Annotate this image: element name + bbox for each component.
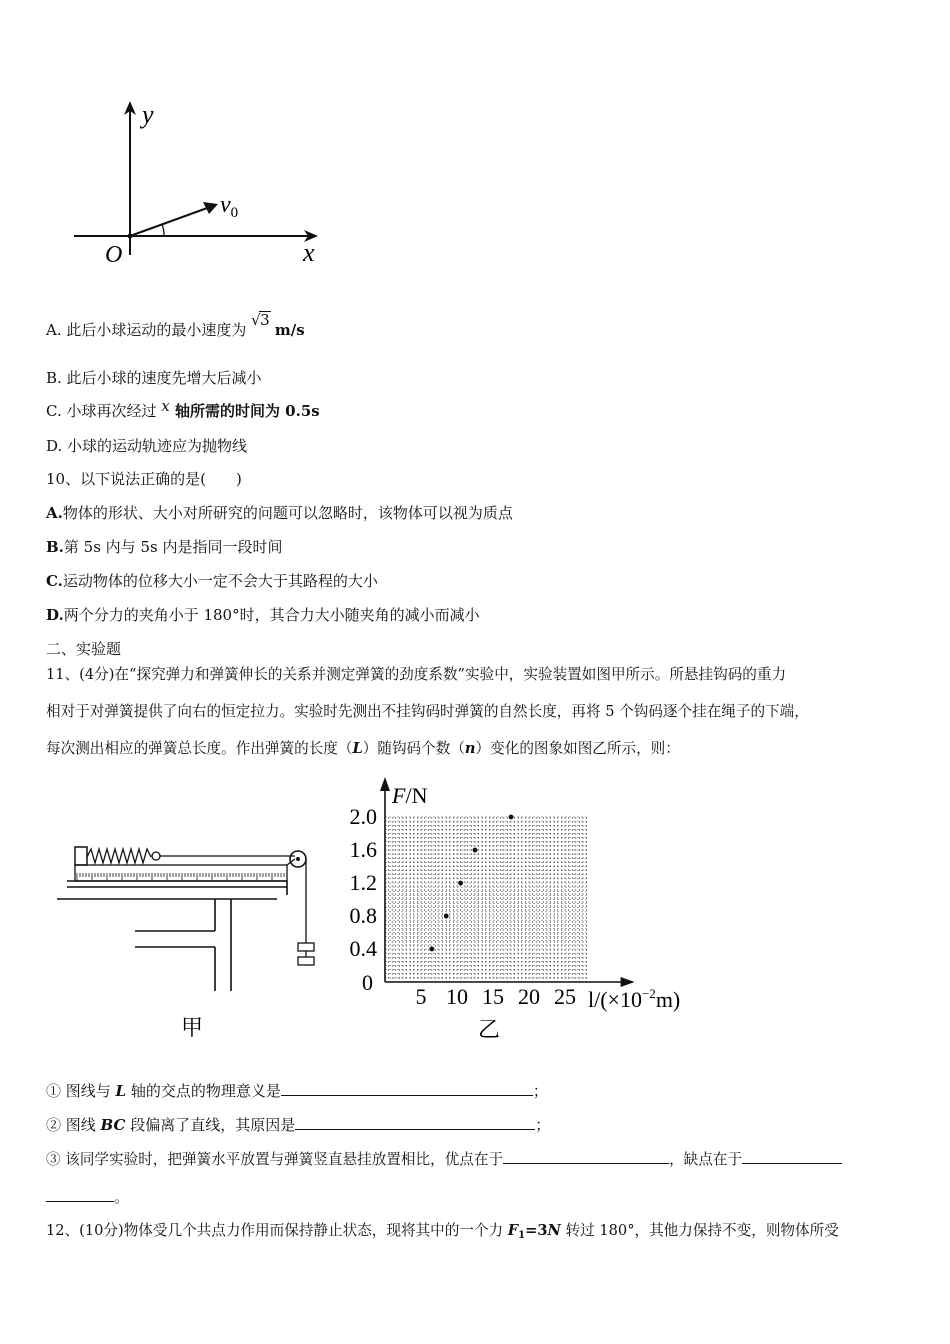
figure-yi-label: 乙	[478, 1017, 501, 1042]
answer-blank-3[interactable]	[503, 1149, 669, 1164]
angle-arc	[162, 224, 164, 236]
weight-1	[298, 943, 314, 951]
q10-option-d: D.两个分力的夹角小于 180°时，其合力大小随夹角的减小而减小	[46, 606, 480, 624]
chart-xlabel: $l/(\times 10^{-2}m)$	[588, 986, 681, 1012]
data-point	[444, 914, 449, 919]
ruler-ticks	[77, 873, 287, 881]
chart-ylabel: F/N	[392, 783, 428, 808]
y-tick-label: 1.6	[349, 837, 377, 862]
x-axis-label: x	[303, 238, 315, 267]
figure-jia-label: 甲	[181, 1015, 204, 1040]
apparatus-figure	[55, 835, 320, 1045]
spring	[87, 849, 151, 863]
data-point	[509, 815, 514, 820]
x-tick-label: 5	[415, 984, 427, 1009]
q11-line1: 11、(4分)在“探究弹力和弹簧伸长的关系并测定弹簧的劲度系数”实验中，实验装置如图甲所示。所悬挂钩码的重力	[46, 666, 787, 683]
q11-sub2: ② 图线 BC 段偏离了直线，其原因是 ；	[46, 1116, 551, 1134]
x-axis-arrow	[621, 977, 635, 987]
q10-option-c: C.运动物体的位移大小一定不会大于其路程的大小	[46, 572, 378, 590]
wall-block	[75, 847, 87, 865]
y-tick-label: 1.2	[349, 870, 377, 895]
data-point	[458, 881, 463, 886]
answer-blank-1[interactable]	[281, 1081, 533, 1096]
origin-label: O	[105, 242, 123, 268]
x-tick-label: 20	[518, 984, 540, 1009]
y-axis-arrow	[380, 777, 390, 791]
chart-origin-label: 0	[362, 970, 373, 995]
q11-sub3: ③ 该同学实验时，把弹簧水平放置与弹簧竖直悬挂放置相比，优点在于 ，缺点在于	[46, 1149, 842, 1170]
x-tick-label: 15	[482, 984, 504, 1009]
velocity-vector	[130, 207, 210, 236]
q11-sub3-cont: 。	[46, 1187, 129, 1207]
x-tick-label: 25	[554, 984, 576, 1009]
q10-option-a: A.物体的形状、大小对所研究的问题可以忽略时，该物体可以视为质点	[46, 504, 513, 522]
chart-grid	[385, 817, 587, 982]
y-tick-label: 0.4	[349, 936, 377, 961]
answer-blank-4-cont[interactable]	[46, 1187, 114, 1202]
chart-tick-labels	[350, 804, 577, 1009]
spring-end-ring	[152, 852, 160, 860]
velocity-axes-figure	[60, 95, 330, 270]
q12-line1: 12、(10分)物体受几个共点力作用而保持静止状态，现将其中的一个力 $F_1=3N$ 转过 180°，其他力保持不变，则物体所受	[46, 1222, 839, 1241]
q9-option-a: A. 此后小球运动的最小速度为 √ 3 m/s	[46, 311, 305, 339]
q9-option-b: B. 此后小球的速度先增大后减小	[46, 369, 262, 387]
weight-2	[298, 957, 314, 965]
answer-blank-4[interactable]	[742, 1149, 842, 1164]
section-title: 二、实验题	[46, 640, 122, 658]
q11-line3: 每次测出相应的弹簧总长度。作出弹簧的长度（L）随钩码个数（n）变化的图象如图乙所示，则：	[46, 740, 680, 757]
sqrt-3: √ 3	[251, 311, 270, 329]
q9-option-c: C. 小球再次经过 x 轴所需的时间为 0.5s	[46, 397, 320, 420]
data-point	[473, 848, 478, 853]
data-point	[429, 947, 434, 952]
force-length-chart	[330, 775, 710, 1050]
v0-label: $v_0$	[220, 192, 239, 221]
q10-stem: 10、以下说法正确的是( )	[46, 470, 242, 488]
q10-option-b: B.第 5s 内与 5s 内是指同一段时间	[46, 538, 283, 556]
y-axis-label: y	[142, 100, 154, 129]
pulley-axle	[296, 857, 300, 861]
y-tick-label: 0.8	[349, 903, 377, 928]
q11-sub1: ① 图线与 L 轴的交点的物理意义是 ；	[46, 1082, 548, 1100]
q9-option-d: D. 小球的运动轨迹应为抛物线	[46, 437, 248, 455]
q11-line2: 相对于对弹簧提供了向右的恒定拉力。实验时先测出不挂钩码时弹簧的自然长度，再将 5 个钩码逐个挂在绳子的下端，	[46, 703, 809, 720]
origin-dot	[128, 234, 133, 239]
y-tick-label: 2.0	[349, 804, 377, 829]
answer-blank-2[interactable]	[295, 1115, 535, 1130]
x-tick-label: 10	[446, 984, 468, 1009]
